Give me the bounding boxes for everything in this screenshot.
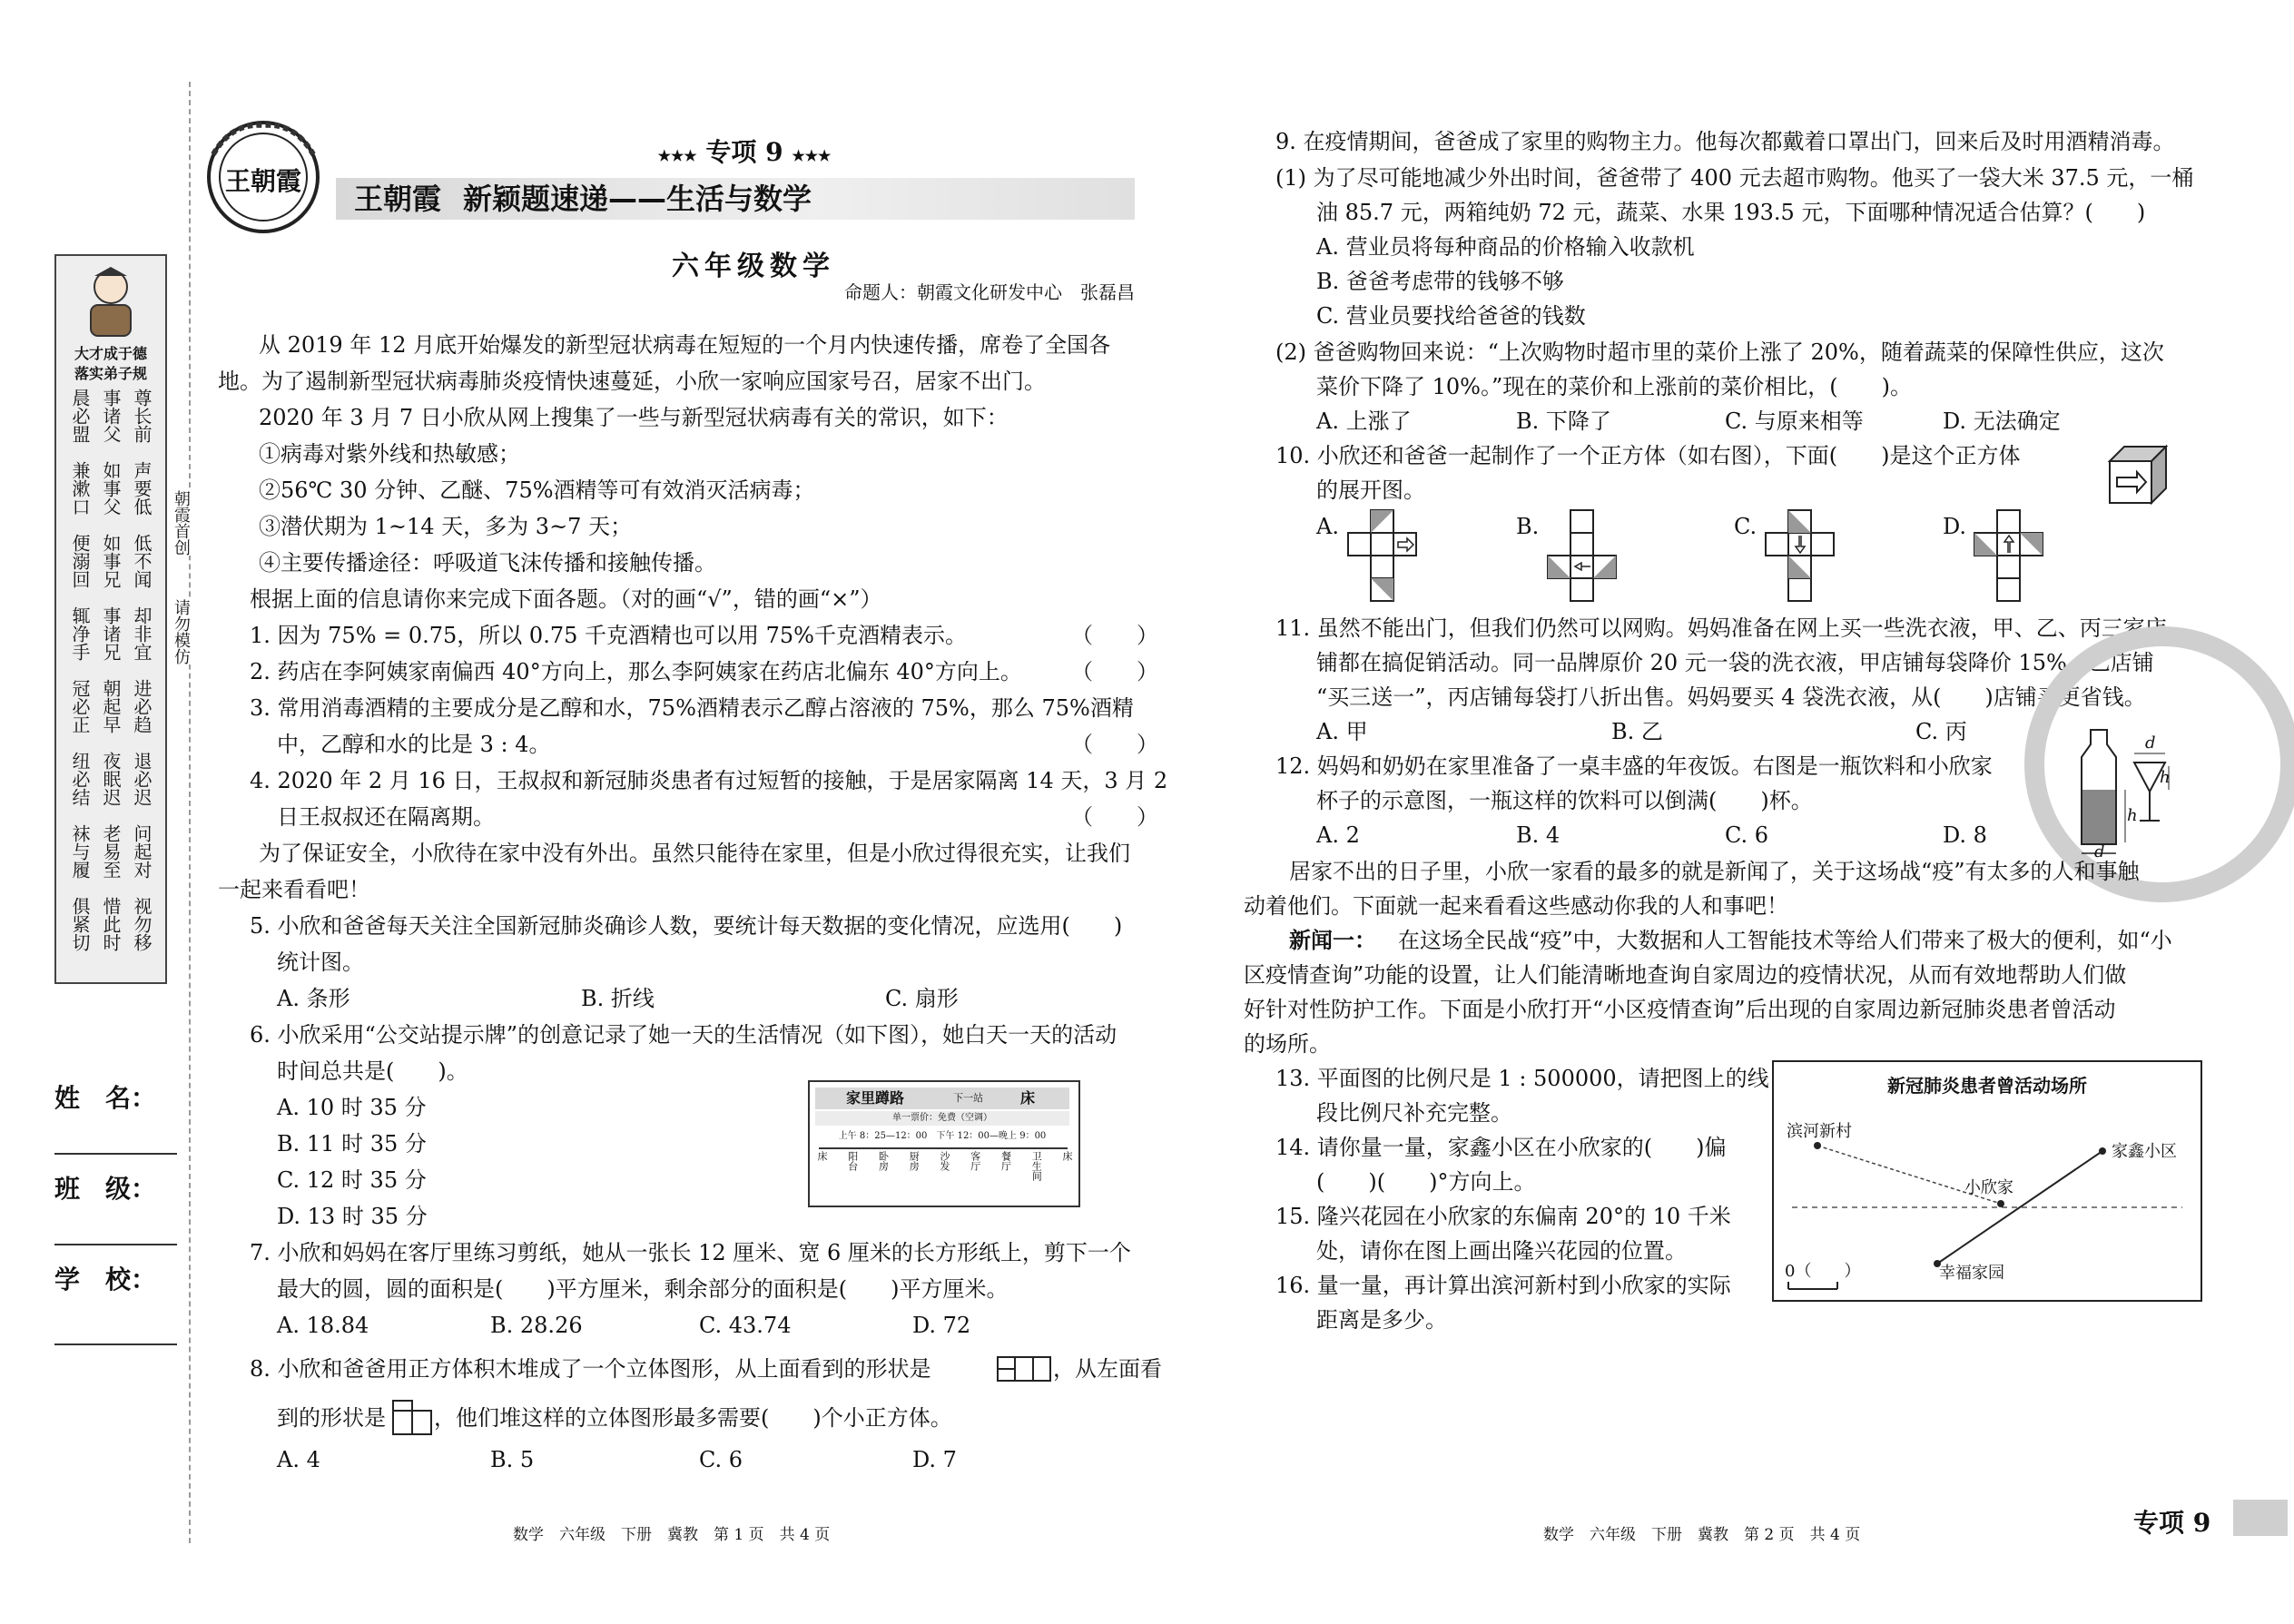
bus-stop: 床 [1061, 1151, 1073, 1161]
q6-option-b[interactable]: B. 11 时 35 分 [277, 1131, 427, 1156]
q9-1-option-b[interactable]: B. 爸爸考虑带的钱够不够 [1316, 269, 1564, 294]
news-intro-line-1: 居家不出的日子里，小欣一家看的最多的就是新闻了，关于这场战“疫”有太多的人和事触 [1289, 859, 2140, 884]
brand-logo [204, 118, 322, 236]
glass-diameter-label: d [2145, 733, 2156, 753]
bus-sign-next-stop: 床 [1020, 1089, 1036, 1107]
vertical-note-2: 请勿模仿 [172, 599, 191, 664]
corner-gray-tab [2233, 1500, 2288, 1536]
q8-option-b[interactable]: B. 5 [490, 1447, 535, 1472]
news-1-line-3: 好针对性防护工作。下面是小欣打开“小区疫情查询”后出现的自家周边新冠肺炎患者曾活动 [1244, 997, 2116, 1022]
question-2: 2. 药店在李阿姨家南偏西 40°方向上，那么李阿姨家在药店北偏东 40°方向上。 [250, 659, 1022, 684]
q7-option-d[interactable]: D. 72 [912, 1313, 971, 1338]
q1-answer-paren[interactable]: （ ） [1071, 623, 1158, 648]
bus-stop: 厨房 [908, 1151, 921, 1171]
net-d-figure[interactable] [1970, 508, 2070, 603]
news-1-line-4: 的场所。 [1244, 1031, 1331, 1057]
bus-stop: 餐厅 [999, 1151, 1012, 1171]
class-field[interactable] [54, 1171, 177, 1245]
question-8-line-2: 到的形状是 [277, 1405, 386, 1431]
q6-option-a[interactable]: A. 10 时 35 分 [277, 1095, 427, 1120]
author-line: 命题人：朝霞文化研发中心 张磊昌 [844, 281, 1135, 303]
bus-sign-route-line [819, 1147, 1068, 1149]
motto-line-2: 落实弟子规 [74, 365, 147, 382]
news-1-label: 新闻一： [1289, 927, 1376, 953]
net-b-figure[interactable] [1543, 508, 1643, 603]
q11-option-b[interactable]: B. 乙 [1611, 719, 1663, 744]
question-16-line-1: 16. 量一量，再计算出滨河新村到小欣家的实际 [1275, 1273, 1731, 1298]
bus-stop: 卫生间 [1030, 1151, 1043, 1181]
q12-option-b[interactable]: B. 4 [1516, 822, 1561, 848]
question-11-line-2: 铺都在搞促销活动。同一品牌原价 20 元一袋的洗衣液，甲店铺每袋降价 15%，乙店铺 [1316, 650, 2154, 675]
motto-line-1: 大才成于德 [74, 345, 147, 362]
bus-sign-figure [808, 1080, 1080, 1207]
q9-2-option-d[interactable]: D. 无法确定 [1943, 408, 2061, 434]
question-13-line-2: 段比例尺补充完整。 [1316, 1100, 1512, 1126]
question-8-line-1-end: ，从左面看 [1053, 1356, 1162, 1382]
map-label-binhe: 滨河新村 [1787, 1122, 1852, 1141]
left-page-footer: 数学 六年级 下册 冀教 第 1 页 共 4 页 [513, 1526, 831, 1544]
question-6-line-1: 6. 小欣采用“公交站提示牌”的创意记录了她一天的生活情况（如下图），她白天一天的活动 [250, 1022, 1117, 1048]
rules-column-2: 事诸父 如事父 如事兄 事诸兄 朝起早 夜眠迟 老易至 惜此时 [100, 389, 122, 951]
bus-sign-stops [815, 1151, 1073, 1181]
q8-option-c[interactable]: C. 6 [699, 1447, 743, 1472]
intro-line-7: ④主要传播途径：呼吸道飞沫传播和接触传播。 [259, 550, 716, 576]
q12-option-c[interactable]: C. 6 [1725, 822, 1769, 848]
bus-sign-title: 家里蹲路 [846, 1089, 905, 1107]
map-figure[interactable] [1772, 1060, 2202, 1302]
q12-option-a[interactable]: A. 2 [1316, 822, 1360, 848]
bus-stop: 阳台 [846, 1151, 859, 1171]
net-c-figure[interactable] [1761, 508, 1861, 603]
question-12-line-2: 杯子的示意图，一瓶这样的饮料可以倒满( )杯。 [1316, 788, 1813, 813]
series-label [635, 133, 853, 169]
name-field[interactable] [54, 1080, 177, 1155]
question-16-line-2: 距离是多少。 [1316, 1307, 1447, 1333]
map-scale-label[interactable]: 0（ ） [1785, 1262, 1861, 1281]
intro-line-4: ①病毒对紫外线和热敏感； [259, 441, 520, 467]
question-9-1-line-1: (1) 为了尽可能地减少外出时间，爸爸带了 400 元去超市购物。他买了一袋大米 37.5 元，一桶 [1275, 165, 2194, 191]
right-page-footer: 数学 六年级 下册 冀教 第 2 页 共 4 页 [1543, 1526, 1861, 1544]
question-9-2-line-2: 菜价下降了 10%。”现在的菜价和上涨前的菜价相比，( )。 [1316, 374, 1912, 399]
intro-line-2: 地。为了遏制新型冠状病毒肺炎疫情快速蔓延，小欣一家响应国家号召，居家不出门。 [218, 369, 1046, 394]
intro-line-3: 2020 年 3 月 7 日小欣从网上搜集了一些与新型冠状病毒有关的常识，如下： [259, 405, 1009, 430]
map-title: 新冠肺炎患者曾活动场所 [1887, 1075, 2087, 1097]
logo-text: 王朝霞 [224, 166, 301, 196]
class-field-label: 班 级： [54, 1174, 157, 1204]
bus-sign-hours: 上午 8：25—12：00 下午 12：00—晚上 9：00 [838, 1131, 1047, 1141]
stars-left: ★★★ [657, 147, 697, 164]
q7-option-b[interactable]: B. 28.26 [490, 1313, 583, 1338]
question-9-1-line-2: 油 85.7 元，两箱纯奶 72 元，蔬菜、水果 193.5 元，下面哪种情况适合估算？( ) [1316, 200, 2146, 225]
intro-line-6: ③潜伏期为 1~14 天，多为 3~7 天； [259, 514, 633, 539]
q10-option-b[interactable]: B. [1516, 514, 1540, 539]
q5-option-c[interactable]: C. 扇形 [885, 986, 959, 1011]
map-label-xingfu: 幸福家园 [1939, 1264, 2004, 1283]
q5-option-b[interactable]: B. 折线 [581, 986, 655, 1011]
question-5-line-2: 统计图。 [277, 950, 364, 975]
map-label-home: 小欣家 [1964, 1178, 2013, 1197]
question-10-line-1: 10. 小欣还和爸爸一起制作了一个正方体（如右图），下面( )是这个正方体 [1275, 443, 2021, 468]
question-3-line-2: 中，乙醇和水的比是 3 : 4。 [277, 732, 551, 757]
bus-stop: 沙发 [939, 1151, 950, 1171]
left-view-shape [392, 1400, 432, 1436]
school-field[interactable] [54, 1262, 177, 1345]
q8-option-a[interactable]: A. 4 [277, 1447, 320, 1472]
question-14-line-1: 14. 请你量一量，家鑫小区在小欣家的( )偏 [1275, 1135, 1727, 1160]
intro-line-8: 根据上面的信息请你来完成下面各题。（对的画“√”，错的画“×”） [250, 586, 882, 612]
question-11-line-3: “买三送一”，丙店铺每袋打八折出售。妈妈要买 4 袋洗衣液，从( )店铺买更省钱。 [1316, 684, 2146, 710]
rules-column-3: 尊长前 声要低 低不闻 却非宜 进必趋 退必迟 问起对 视勿移 [131, 389, 153, 951]
news-1-line-2: 区疫情查询”功能的设置，让人们能清晰地查询自家周边的疫情状况，从而有效地帮助人们做 [1244, 962, 2127, 988]
net-a-figure[interactable] [1344, 508, 1443, 603]
question-1: 1. 因为 75% = 0.75，所以 0.75 千克酒精也可以用 75%千克酒精表示。 [250, 623, 967, 648]
q11-option-c[interactable]: C. 丙 [1915, 719, 1967, 744]
bus-stop: 客厅 [969, 1151, 981, 1171]
q7-option-c[interactable]: C. 43.74 [699, 1313, 792, 1338]
question-3-line-1: 3. 常用消毒酒精的主要成分是乙醇和水，75%酒精表示乙醇占溶液的 75%，那么 75%酒精 [250, 695, 1134, 721]
q6-option-d[interactable]: D. 13 时 35 分 [277, 1204, 428, 1229]
rules-column-1: 晨必盟 兼漱口 便溺回 辄净手 冠必正 纽必结 袜与履 俱紧切 [69, 389, 91, 951]
avatar [82, 265, 140, 338]
q9-2-option-b[interactable]: B. 下降了 [1516, 408, 1611, 434]
bus-stop: 床 [816, 1151, 828, 1161]
q8-option-d[interactable]: D. 7 [912, 1447, 957, 1472]
bus-sign-next-label: 下一站 [953, 1092, 983, 1104]
q6-option-c[interactable]: C. 12 时 35 分 [277, 1167, 427, 1193]
q12-option-d[interactable]: D. 8 [1943, 822, 1987, 848]
sidebar-rules-box [54, 254, 167, 984]
q3-answer-paren[interactable]: （ ） [1071, 732, 1158, 757]
question-14-line-2: ( )( )°方向上。 [1316, 1169, 1536, 1195]
series-text: 专项 9 [705, 137, 783, 167]
cube-figure [2106, 443, 2170, 507]
school-field-label: 学 校： [54, 1265, 157, 1294]
q4-answer-paren[interactable]: （ ） [1071, 804, 1158, 830]
stars-right: ★★★ [792, 147, 832, 164]
corner-series-label: 专项 9 [2133, 1508, 2211, 1538]
question-6-line-2: 时间总共是( )。 [277, 1058, 468, 1084]
q7-option-a[interactable]: A. 18.84 [277, 1313, 369, 1338]
top-view-shape [997, 1356, 1051, 1382]
subject-title: 六年级数学 [672, 251, 835, 282]
q11-option-a[interactable]: A. 甲 [1316, 719, 1368, 744]
bottle-height-label: h [2127, 806, 2138, 825]
question-8-line-2-end: ，他们堆这样的立体图形最多需要( )个小正方体。 [434, 1405, 952, 1431]
page-title: 新颖题速递——生活与数学 [463, 182, 812, 216]
question-9: 9. 在疫情期间，爸爸成了家里的购物主力。他每次都戴着口罩出门，回来后及时用酒精消毒。 [1275, 129, 2175, 154]
question-7-line-1: 7. 小欣和妈妈在客厅里练习剪纸，她从一张长 12 厘米、宽 6 厘米的长方形纸上，剪下一个 [250, 1240, 1131, 1265]
q10-option-a[interactable]: A. [1316, 514, 1339, 539]
vertical-note-1: 朝霞首创 [172, 490, 191, 556]
transition-line-2: 一起来看看吧！ [218, 877, 370, 902]
name-field-label: 姓 名： [54, 1083, 157, 1113]
question-5-line-1: 5. 小欣和爸爸每天关注全国新冠肺炎确诊人数，要统计每天数据的变化情况，应选用( ) [250, 913, 1123, 939]
question-9-2-line-1: (2) 爸爸购物回来说：“上次购物时超市里的菜价上涨了 20%，随着蔬菜的保障性供应，这次 [1275, 340, 2164, 365]
question-4-line-2: 日王叔叔还在隔离期。 [277, 804, 495, 830]
question-8-line-1: 8. 小欣和爸爸用正方体积木堆成了一个立体图形，从上面看到的形状是 [250, 1356, 931, 1382]
q9-1-option-c[interactable]: C. 营业员要找给爸爸的钱数 [1316, 303, 1586, 329]
q5-option-a[interactable]: A. 条形 [277, 986, 350, 1011]
glass-height-label: h [2160, 768, 2171, 787]
q10-option-d[interactable]: D. [1943, 514, 1967, 539]
intro-line-5: ②56℃ 30 分钟、乙醚、75%酒精等可有效消灭活病毒； [259, 477, 815, 503]
bottle-glass-figure [2074, 726, 2174, 862]
question-10-line-2: 的展开图。 [1316, 477, 1425, 503]
bus-sign-fare: 单一票价：免费（空调） [815, 1111, 1069, 1126]
question-15-line-1: 15. 隆兴花园在小欣家的东偏南 20°的 10 千米 [1275, 1204, 1731, 1229]
news-1-line-1: 在这场全民战“疫”中，大数据和人工智能技术等给人们带来了极大的便利，如“小 [1398, 928, 2172, 953]
q10-option-c[interactable]: C. [1734, 514, 1757, 539]
question-4-line-1: 4. 2020 年 2 月 16 日，王叔叔和新冠肺炎患者有过短暂的接触，于是居家隔离 14 天，3 月 2 [250, 768, 1168, 793]
bottle-diameter-label: d [2094, 842, 2105, 861]
question-12-line-1: 12. 妈妈和奶奶在家里准备了一桌丰盛的年夜饭。右图是一瓶饮料和小欣家 [1275, 753, 1993, 779]
map-label-jiaxin: 家鑫小区 [2112, 1142, 2177, 1161]
question-13-line-1: 13. 平面图的比例尺是 1 : 500000，请把图上的线 [1275, 1066, 1769, 1091]
binder-cut-line [189, 82, 191, 1543]
q9-1-option-a[interactable]: A. 营业员将每种商品的价格输入收款机 [1316, 234, 1695, 260]
intro-line-1: 从 2019 年 12 月底开始爆发的新型冠状病毒在短短的一个月内快速传播，席卷了全国各 [259, 332, 1111, 358]
title-brand: 王朝霞 [354, 182, 442, 216]
q2-answer-paren[interactable]: （ ） [1071, 659, 1158, 684]
transition-line-1: 为了保证安全，小欣待在家中没有外出。虽然只能待在家里，但是小欣过得很充实，让我们 [259, 841, 1130, 866]
q9-2-option-a[interactable]: A. 上涨了 [1316, 408, 1412, 434]
question-15-line-2: 处，请你在图上画出隆兴花园的位置。 [1316, 1238, 1687, 1264]
q9-2-option-c[interactable]: C. 与原来相等 [1725, 408, 1864, 434]
bus-stop: 卧房 [877, 1151, 890, 1171]
news-intro-line-2: 动着他们。下面就一起来看看这些感动你我的人和事吧！ [1244, 893, 1788, 919]
question-7-line-2: 最大的圆，圆的面积是( )平方厘米，剩余部分的面积是( )平方厘米。 [277, 1276, 1009, 1302]
question-11-line-1: 11. 虽然不能出门，但我们仍然可以网购。妈妈准备在网上买一些洗衣液，甲、乙、丙三家店 [1275, 615, 2167, 641]
